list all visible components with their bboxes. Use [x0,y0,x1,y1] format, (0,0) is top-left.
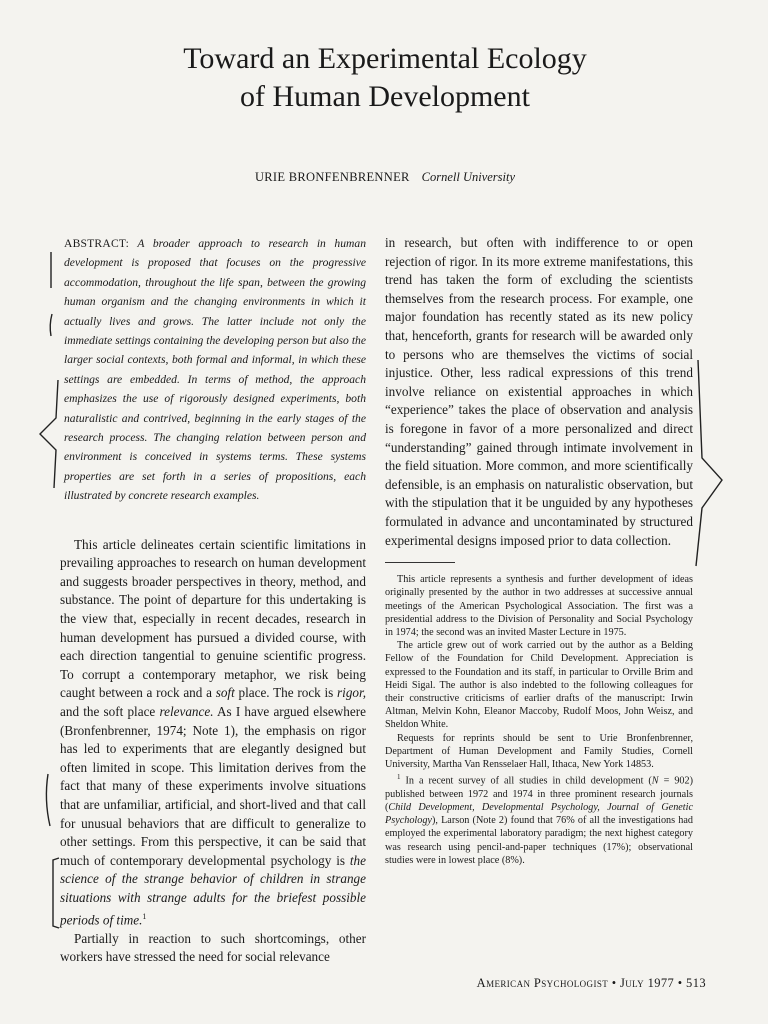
article-title [60,40,710,116]
issue-month: July [620,976,645,990]
footer-separator: • [677,976,683,990]
footnote-rule [385,562,455,563]
footnotes [385,573,693,867]
text-run: In a recent survey of all studies in child development ( [400,775,652,787]
author-name: URIE BRONFENBRENNER [254,170,410,184]
italic-run: relevance. [159,704,214,720]
journal-name: American Psychologist [476,976,609,990]
footnote-synthesis: This article represents a synthesis and further development of ideas originally presented by the author in two addresses at successive annual meetings of the American Psychological Association. The first was a presidential address to the Division of Personality and Social Psychology in 1974; the second was an invited Master Lecture in 1975. [385,574,693,638]
abstract [60,234,366,506]
byline [60,170,710,185]
text-run: = 902) published between 1972 and 1974 in three prominent research journals ( [385,775,694,813]
title-line-2: of Human Development [240,80,530,113]
margin-bracket-body-left [50,856,62,930]
text-run: and the soft place [60,704,160,720]
italic-run: Child Development, Developmental Psychology, Journal of Genetic Psychology [385,801,693,827]
text-run: place. The rock is [234,685,338,701]
abstract-text: A broader approach to research in human development is proposed that focuses on the progressive accommodation, throughout the life span, between the growing human organism and the changing environments in which it actually lives and grows. The latter include not only the immediate settings containing the developing person but also the larger social contexts, both formal and informal, in which these settings are embedded. In terms of method, the approach emphasizes the use of rigorously designed experiments, both naturalistic and contrived, beginning in the early stages of the research process. The changing relation between person and environment is conceived in systems terms. These systems properties are set forth in a series of propositions, each illustrated by concrete research examples. [64,237,366,503]
text-run: ), Larson (Note 2) found that 76% of all the investigations had employed the experimental laboratory paradigm; the next highest category was research using pencil-and-paper techniques (17%); observational studies were in lowest place (8%). [385,815,693,866]
author-affiliation: Cornell University [421,170,516,184]
footnote-1 [385,771,693,867]
page-number: 513 [686,976,706,990]
italic-run: the science of the strange behavior of children in strange situations with strange adults for the briefest possible periods of time. [60,852,366,927]
text-run: As I have argued elsewhere (Bronfenbrenner, 1974; Note 1), the emphasis on rigor has led to experiments that are elegantly designed but often limited in scope. This limitation derives from the fact that many of these experiments involve situations that are unfamiliar, artificial, and short-lived and that call for unusual behaviors that are difficult to generalize to other settings. From this perspective, it can be said that much of contemporary developmental psychology is [60,704,366,868]
left-column [60,234,366,967]
margin-mark-body-left [42,772,56,828]
paragraph-continued: in research, but often with indifference to or open rejection of rigor. In its more extreme manifestations, this trend has taken the form of excluding the scientists themselves from the research process. For example, one major foundation has recently stated as its new policy that, henceforth, grants for research will be awarded only to persons who are themselves the victims of social injustice. Other, less radical expressions of this trend involve reliance on existential approaches in which “experience” takes the place of observation and analysis is foregone in favor of a more personalized and direct “understanding” gained through intimate involvement in the field situation. More common, and more scientifically defensible, is an emphasis on naturalistic observation, but with the stipulation that it be unguided by any hypotheses formulated in advance and uncontaminated by structured experimental designs imposed prior to data collection. [385,235,693,548]
italic-run: rigor, [337,685,366,701]
text-run: This article delineates certain scientific limitations in prevailing approaches to research on human development and suggests broader perspectives in theory, method, and substance. The point of departure for this undertaking is the view that, especially in recent decades, research in human development has pursued a divided course, with each direction tangential to genuine scientific progress. To corrupt a contemporary metaphor, we risk being caught between a rock and a [60,536,366,701]
body-left [60,536,366,967]
footer-separator: • [611,976,617,990]
margin-mark-abstract-top [46,250,56,290]
margin-bracket-abstract [36,378,62,490]
margin-mark-abstract-mid [46,312,56,338]
abstract-label: ABSTRACT: [64,237,129,250]
issue-year: 1977 [647,976,675,990]
italic-run: N [651,775,659,787]
footnote-reprints: Requests for reprints should be sent to Urie Bronfenbrenner, Department of Human Development and Family Studies, Cornell University, Martha Van Rensselaer Hall, Ithaca, New York 14853. [385,732,693,770]
italic-run: soft [215,685,235,701]
paragraph-intro [60,536,366,930]
footnote-number: 1 [397,773,401,782]
title-line-1: Toward an Experimental Ecology [183,42,587,75]
paragraph-partially: Partially in reaction to such shortcomings, other workers have stressed the need for social relevance [60,930,366,965]
page-footer [477,976,706,991]
footnote-marker: 1 [142,911,147,921]
margin-bracket-right [692,358,740,568]
right-column [385,234,693,867]
footnote-acknowledgment: The article grew out of work carried out by the author as a Belding Fellow of the Foundation for Child Development. Appreciation is expressed to the Foundation and its staff, in particular to Orville Brim and Heidi Sigal. The author is also indebted to the following colleagues for their constructive criticisms of earlier drafts of the manuscript: Irwin Altman, Melvin Kohn, Eleanor Maccoby, Rudolf Moos, John Weisz, and Sheldon White. [385,640,693,731]
